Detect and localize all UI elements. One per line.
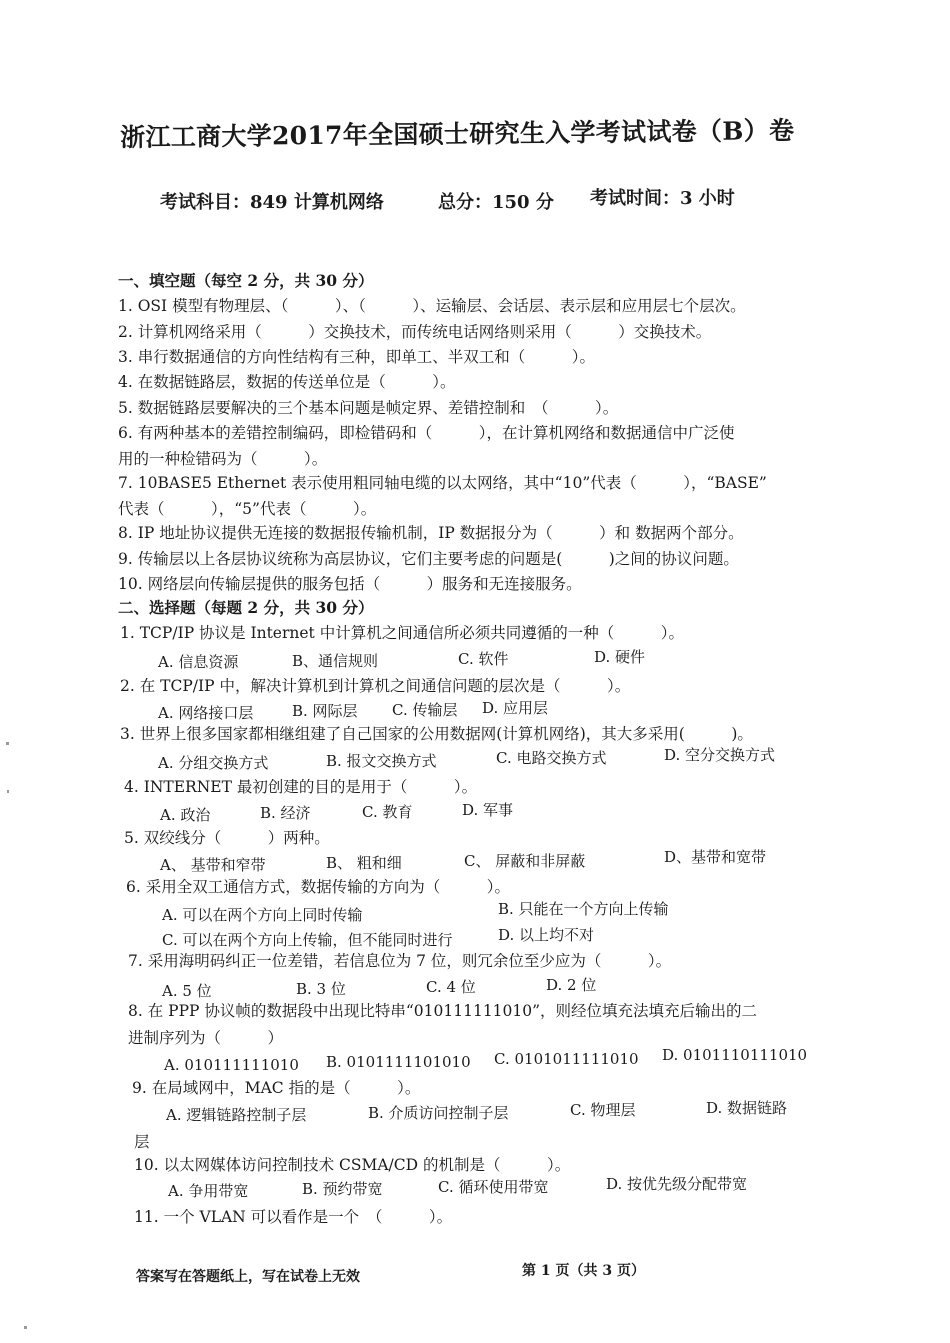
fill-q9: 9. 传输层以上各层协议统称为高层协议，它们主要考虑的问题是( )之间的协议问题。: [118, 550, 739, 568]
fill-q6-cont: 用的一种检错码为（ ）。: [118, 450, 328, 468]
choice-q7-a: A. 5 位: [162, 982, 212, 1000]
scan-mark: [7, 790, 9, 793]
choice-q10: 10. 以太网媒体访问控制技术 CSMA/CD 的机制是（ ）。: [134, 1156, 571, 1174]
scan-mark: [24, 1326, 27, 1329]
choice-q4-a: A. 政治: [160, 806, 211, 824]
choice-q8-c: C. 0101011111010: [494, 1050, 639, 1068]
choice-q2: 2. 在 TCP/IP 中，解决计算机到计算机之间通信问题的层次是（ ）。: [120, 677, 631, 695]
choice-q5-c: C、 屏蔽和非屏蔽: [464, 852, 586, 870]
fill-q7-cont: 代表（ ），“5”代表（ ）。: [118, 500, 377, 518]
choice-q7: 7. 采用海明码纠正一位差错，若信息位为 7 位，则冗余位至少应为（ ）。: [128, 952, 672, 970]
choice-q4-c: C. 教育: [362, 803, 413, 821]
choice-q9-tail: 层: [134, 1133, 150, 1151]
choice-q3: 3. 世界上很多国家都相继组建了自己国家的公用数据网(计算机网络)，其大多采用( )。: [120, 725, 753, 743]
choice-q2-a: A. 网络接口层: [158, 704, 254, 722]
choice-q6-b: B. 只能在一个方向上传输: [498, 900, 669, 918]
fill-q3: 3. 串行数据通信的方向性结构有三种，即单工、半双工和（ ）。: [118, 348, 595, 366]
choice-q8-d: D. 0101110111010: [662, 1046, 808, 1064]
choice-q6-d: D. 以上均不对: [498, 926, 595, 944]
choice-q9-b: B. 介质访问控制子层: [368, 1104, 509, 1122]
exam-total-score: 总分：150 分: [438, 192, 554, 213]
choice-q7-b: B. 3 位: [296, 980, 346, 998]
choice-q5: 5. 双绞线分（ ）两种。: [124, 829, 330, 847]
choice-q9-a: A. 逻辑链路控制子层: [166, 1106, 307, 1124]
choice-q10-b: B. 预约带宽: [302, 1180, 383, 1198]
exam-subject: 考试科目：849 计算机网络: [160, 192, 384, 213]
choice-q1: 1. TCP/IP 协议是 Internet 中计算机之间通信所必须共同遵循的一种（ ）。: [120, 624, 684, 642]
section1-heading: 一、填空题（每空 2 分，共 30 分）: [118, 271, 374, 290]
choice-q3-a: A. 分组交换方式: [158, 754, 269, 772]
choice-q7-d: D. 2 位: [546, 976, 597, 994]
choice-q10-a: A. 争用带宽: [168, 1182, 249, 1200]
choice-q5-b: B、 粗和细: [326, 854, 402, 872]
choice-q2-c: C. 传输层: [392, 701, 458, 719]
choice-q6-c: C. 可以在两个方向上传输，但不能同时进行: [162, 931, 453, 949]
choice-q4: 4. INTERNET 最初创建的目的是用于（ ）。: [124, 778, 478, 796]
choice-q9-d: D. 数据链路: [706, 1099, 788, 1117]
choice-q8-a: A. 010111111010: [164, 1056, 299, 1074]
choice-q2-d: D. 应用层: [482, 699, 549, 717]
fill-q7: 7. 10BASE5 Ethernet 表示使用粗同轴电缆的以太网络，其中“10”代表（ ），“BASE”: [118, 474, 767, 492]
fill-q5: 5. 数据链路层要解决的三个基本问题是帧定界、差错控制和 （ ）。: [118, 399, 619, 417]
section2-heading: 二、选择题（每题 2 分，共 30 分）: [118, 598, 374, 617]
scan-mark: [6, 742, 9, 745]
choice-q3-b: B. 报文交换方式: [326, 752, 437, 770]
choice-q1-c: C. 软件: [458, 650, 509, 668]
choice-q3-d: D. 空分交换方式: [664, 746, 776, 764]
fill-q4: 4. 在数据链路层，数据的传送单位是（ ）。: [118, 373, 456, 391]
page-number: 第 1 页（共 3 页）: [522, 1263, 645, 1279]
choice-q2-b: B. 网际层: [292, 702, 358, 720]
choice-q1-b: B、通信规则: [292, 652, 379, 670]
choice-q8: 8. 在 PPP 协议帧的数据段中出现比特串“010111111010”，则经位填充法填充后输出的二: [128, 1002, 758, 1020]
choice-q6-a: A. 可以在两个方向上同时传输: [162, 906, 363, 924]
choice-q6: 6. 采用全双工通信方式，数据传输的方向为（ ）。: [126, 878, 510, 896]
choice-q5-d: D、基带和宽带: [664, 848, 767, 866]
choice-q1-a: A. 信息资源: [158, 653, 239, 671]
choice-q10-c: C. 循环使用带宽: [438, 1178, 549, 1196]
choice-q11: 11. 一个 VLAN 可以看作是一个 （ ）。: [134, 1208, 453, 1226]
exam-time: 考试时间：3 小时: [590, 188, 735, 209]
choice-q7-c: C. 4 位: [426, 978, 476, 996]
footer-note: 答案写在答题纸上，写在试卷上无效: [136, 1269, 360, 1285]
choice-q9: 9. 在局域网中，MAC 指的是（ ）。: [132, 1079, 421, 1097]
choice-q4-d: D. 军事: [462, 801, 514, 819]
choice-q8-b: B. 0101111101010: [326, 1053, 471, 1071]
fill-q6: 6. 有两种基本的差错控制编码，即检错码和（ ），在计算机网络和数据通信中广泛使: [118, 424, 735, 442]
exam-title: 浙江工商大学2017年全国硕士研究生入学考试试卷（B）卷: [120, 115, 795, 152]
fill-q1: 1. OSI 模型有物理层、（ ）、（ ）、运输层、会话层、表示层和应用层七个层次。: [118, 297, 746, 315]
fill-q10: 10. 网络层向传输层提供的服务包括（ ）服务和无连接服务。: [118, 575, 582, 593]
choice-q1-d: D. 硬件: [594, 648, 646, 666]
fill-q8: 8. IP 地址协议提供无连接的数据报传输机制，IP 数据报分为（ ）和 数据两个部分。: [118, 524, 744, 542]
choice-q10-d: D. 按优先级分配带宽: [606, 1175, 748, 1193]
choice-q9-c: C. 物理层: [570, 1101, 636, 1119]
choice-q3-c: C. 电路交换方式: [496, 749, 607, 767]
choice-q8-cont: 进制序列为（ ）: [128, 1029, 284, 1047]
fill-q2: 2. 计算机网络采用（ ）交换技术，而传统电话网络则采用（ ）交换技术。: [118, 323, 712, 341]
choice-q5-a: A、 基带和窄带: [160, 856, 266, 874]
choice-q4-b: B. 经济: [260, 804, 311, 822]
